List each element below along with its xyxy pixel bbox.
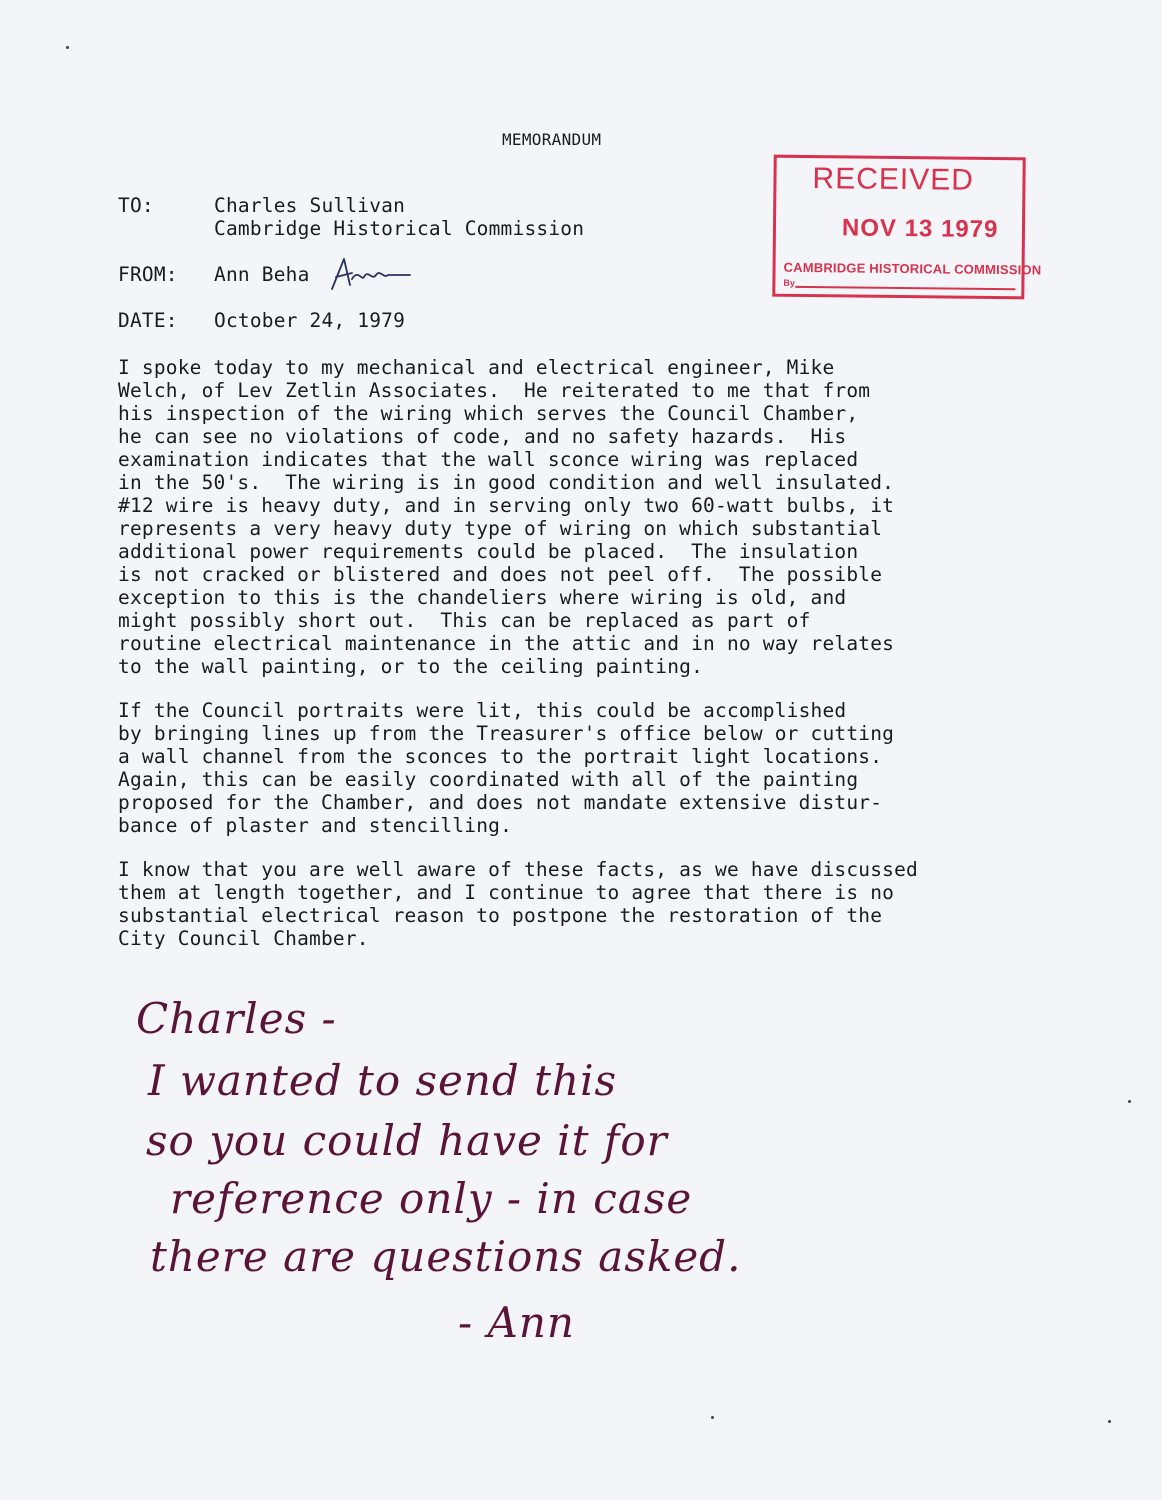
initials-signature <box>328 255 412 295</box>
paper-speck <box>66 46 69 49</box>
date-label: DATE: <box>118 309 178 332</box>
note-line-4: reference only - in case <box>170 1174 693 1223</box>
body-paragraph-3: I know that you are well aware of these facts, as we have discussed them at length together, and I continue to agree that there is no substantial electrical reason to postpone the restoration of the City Council Chamber. <box>118 858 918 950</box>
note-line-3: so you could have it for <box>146 1116 668 1165</box>
note-line-5: there are questions asked. <box>150 1232 742 1281</box>
date-value: October 24, 1979 <box>214 309 406 332</box>
memo-title: MEMORANDUM <box>502 130 602 149</box>
to-name: Charles Sullivan <box>214 194 406 217</box>
paper-speck <box>711 1416 714 1419</box>
note-signoff: - Ann <box>458 1298 575 1347</box>
note-line-2: I wanted to send this <box>148 1056 618 1105</box>
stamp-date: NOV 13 1979 <box>841 214 999 244</box>
to-label: TO: <box>118 194 154 217</box>
date-row <box>118 309 405 332</box>
stamp-signature-line <box>795 286 1015 290</box>
paper-speck <box>1128 1100 1131 1103</box>
note-line-1: Charles - <box>136 994 337 1043</box>
stamp-title: RECEIVED <box>812 162 975 197</box>
from-label: FROM: <box>118 263 178 286</box>
to-org: Cambridge Historical Commission <box>214 217 585 240</box>
to-row <box>118 194 405 217</box>
body-paragraph-2: If the Council portraits were lit, this could be accomplished by bringing lines up from the Treasurer's office below or cutting a wall channel from the sconces to the portrait light locations. Again, this can be easily coordinated with all of the painting proposed for the Chamber, and does not mandate extensive distur- bance of plaster and stencilling. <box>118 699 895 837</box>
received-stamp <box>772 155 1042 300</box>
paper-speck <box>1108 1420 1111 1423</box>
from-name: Ann Beha <box>214 263 310 286</box>
body-paragraph-1: I spoke today to my mechanical and electrical engineer, Mike Welch, of Lev Zetlin Associates. He reiterated to me that from his inspection of the wiring which serves the Council Chamber, he can see no violations of code, and no safety hazards. His examination indicates that the wall sconce wiring was replaced in the 50's. The wiring is in good condition and well insulated. #12 wire is heavy duty, and in serving only two 60-watt bulbs, it represents a very heavy duty type of wiring on which substantial additional power requirements could be placed. The insulation is not cracked or blistered and does not peel off. The possible exception to this is the chandeliers where wiring is old, and might possibly short out. This can be replaced as part of routine electrical maintenance in the attic and in no way relates to the wall painting, or to the ceiling painting. <box>118 356 895 678</box>
stamp-org: CAMBRIDGE HISTORICAL COMMISSION <box>783 259 1042 278</box>
from-row <box>118 263 310 286</box>
stamp-by: By <box>783 277 795 288</box>
